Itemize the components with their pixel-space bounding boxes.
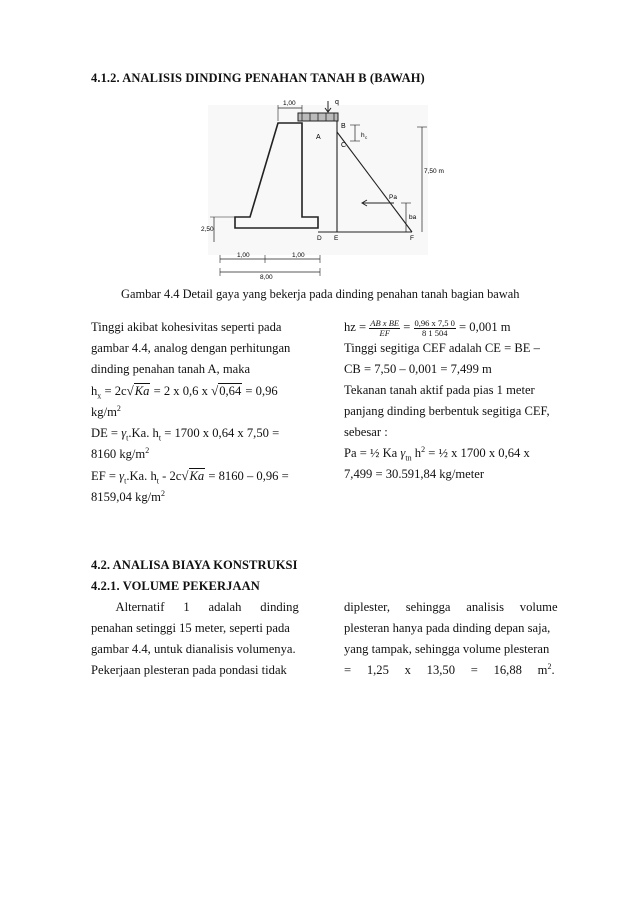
label-total-height: 7,50 m bbox=[424, 168, 444, 175]
s2-right-line4-end: . bbox=[551, 663, 555, 677]
hx-eq: = 2c bbox=[101, 384, 127, 398]
right-line1: Tinggi segitiga CEF adalah CE = BE – bbox=[344, 341, 540, 355]
hz-eq: = bbox=[400, 320, 414, 334]
s2-right-line4-text: = 1,25 x 13,50 = 16,88 m bbox=[344, 663, 548, 677]
right-column bbox=[344, 317, 562, 485]
right-line5: sebesar : bbox=[344, 425, 388, 439]
hx-end: = 0,96 bbox=[242, 384, 278, 398]
label-d: D bbox=[317, 235, 322, 242]
figure-caption: Gambar 4.4 Detail gaya yang bekerja pada dinding penahan tanah bagian bawah bbox=[121, 287, 520, 301]
s2-left-line2: penahan setinggi 15 meter, seperti pada bbox=[91, 621, 290, 635]
ef-end: = 8160 – 0,96 = bbox=[205, 469, 289, 483]
retaining-wall-figure bbox=[200, 95, 446, 280]
label-ba: ba bbox=[409, 214, 417, 221]
hx-unit-sup: 2 bbox=[116, 403, 121, 413]
de-gamma-sub: t bbox=[126, 433, 129, 443]
section-title: 4.1.2. ANALISIS DINDING PENAHAN TANAH B (BAWAH) bbox=[91, 71, 425, 85]
right-line2: CB = 7,50 – 0,001 = 7,499 m bbox=[344, 362, 492, 376]
label-dim-left: 1,00 bbox=[237, 252, 250, 259]
de-value: 8160 kg/m bbox=[91, 447, 146, 461]
de-h-sub: t bbox=[158, 433, 162, 443]
de-equation bbox=[91, 423, 307, 444]
left-p1-line1: Tinggi akibat kohesivitas seperti pada bbox=[91, 320, 282, 334]
ef-sqrt-ka: Ka bbox=[189, 469, 205, 483]
ef-rest: .Ka. h bbox=[126, 469, 157, 483]
section2-subtitle: 4.2.1. VOLUME PEKERJAAN bbox=[91, 579, 260, 593]
left-p1-line2: gambar 4.4, analog dengan perhitungan bbox=[91, 341, 291, 355]
label-hc: h bbox=[361, 132, 365, 139]
pa-gamma-sub: tn bbox=[405, 453, 412, 463]
pa-part-a: Pa = ½ Ka bbox=[344, 446, 401, 460]
hx-unit: kg/m bbox=[91, 405, 117, 419]
hz-num-1: AB x BE bbox=[370, 317, 400, 328]
label-f: F bbox=[410, 235, 414, 242]
label-hc-sub: c bbox=[365, 135, 368, 140]
de-rest: .Ka. h bbox=[128, 426, 159, 440]
s2-left-line1: Alternatif 1 adalah dinding bbox=[91, 600, 299, 614]
ef-value: 8159,04 kg/m bbox=[91, 490, 161, 504]
s2-left-line4: Pekerjaan plesteran pada pondasi tidak bbox=[91, 663, 287, 677]
right-line7: 7,499 = 30.591,84 kg/meter bbox=[344, 467, 485, 481]
ef-mid: - 2c bbox=[158, 469, 182, 483]
label-c: C bbox=[341, 142, 347, 149]
label-b: B bbox=[341, 123, 346, 130]
label-e: E bbox=[334, 235, 339, 242]
label-dim-right: 1,00 bbox=[292, 252, 305, 259]
pa-part-c: = ½ x 1700 x 0,64 x bbox=[425, 446, 530, 460]
label-base-width: 8,00 bbox=[260, 274, 273, 280]
pa-gamma: γ bbox=[400, 446, 406, 460]
de-gamma: γ bbox=[121, 426, 127, 440]
section2-title: 4.2. ANALISA BIAYA KONSTRUKSI bbox=[91, 558, 298, 572]
section2-left-column bbox=[91, 597, 307, 681]
ef-label: EF = bbox=[91, 469, 120, 483]
hx-sub: x bbox=[97, 391, 102, 401]
ef-value-sup: 2 bbox=[160, 488, 165, 498]
pa-h: h bbox=[411, 446, 422, 460]
s2-right-line2: plesteran hanya pada dinding depan saja, bbox=[344, 621, 551, 635]
hz-end: = 0,001 m bbox=[455, 320, 511, 334]
section2-right-column bbox=[344, 597, 562, 681]
de-end: = 1700 x 0,64 x 7,50 = bbox=[161, 426, 280, 440]
hx-sqrt-val: 0,64 bbox=[219, 384, 242, 398]
label-base-height: 2,50 bbox=[201, 226, 214, 233]
ef-gamma-sub: t bbox=[124, 476, 127, 486]
hz-equation bbox=[344, 317, 562, 338]
s2-left-line3: gambar 4.4, untuk dianalisis volumenya. bbox=[91, 642, 296, 656]
de-value-sup: 2 bbox=[145, 445, 150, 455]
hx-mid: = 2 x 0,6 x bbox=[150, 384, 212, 398]
hx-unit-line bbox=[91, 402, 307, 423]
pa-equation bbox=[344, 443, 562, 464]
label-q: q bbox=[335, 99, 339, 106]
s2-right-line4-sup: 2 bbox=[547, 661, 552, 671]
hz-fraction-2 bbox=[414, 319, 456, 338]
hz-den-2: 8 1 504 bbox=[421, 327, 448, 338]
s2-right-line3: yang tampak, sehingga volume plesteran bbox=[344, 642, 550, 656]
left-p1-line3: dinding penahan tanah A, maka bbox=[91, 362, 251, 376]
right-line4: panjang dinding berbentuk segitiga CEF, bbox=[344, 404, 550, 418]
hz-fraction-1 bbox=[369, 319, 400, 338]
hz-num-2: 0,96 x 7,5 0 bbox=[414, 317, 455, 328]
hz-den-1: EF bbox=[379, 327, 390, 338]
hx-equation: $h_x = 2c√Ka = 2$ x 0,6 x √0,64 = 0,96 bbox=[91, 383, 278, 401]
s2-right-line1: diplester, sehingga analisis volume bbox=[344, 600, 558, 614]
left-column bbox=[91, 317, 307, 508]
ef-value-line bbox=[91, 487, 307, 508]
de-value-line bbox=[91, 444, 307, 465]
hz-label: hz = bbox=[344, 320, 370, 334]
s2-right-line4 bbox=[344, 660, 562, 681]
ef-gamma: γ bbox=[119, 469, 125, 483]
hx-label: h bbox=[91, 384, 98, 398]
wall-diagram bbox=[200, 95, 446, 280]
label-pa: Pa bbox=[389, 194, 397, 201]
ef-h-sub: t bbox=[156, 476, 159, 486]
de-label: DE = bbox=[91, 426, 122, 440]
right-line3: Tekanan tanah aktif pada pias 1 meter bbox=[344, 383, 535, 397]
pa-h-sup: 2 bbox=[421, 444, 426, 454]
hx-sqrt-ka: Ka bbox=[134, 384, 150, 398]
label-a: A bbox=[316, 134, 321, 141]
ef-equation: EF = $\gamma_t.Ka$. $h_t - 2c√Ka = 8160 - 0,96$ = bbox=[91, 468, 289, 486]
label-top-width: 1,00 bbox=[283, 100, 296, 107]
